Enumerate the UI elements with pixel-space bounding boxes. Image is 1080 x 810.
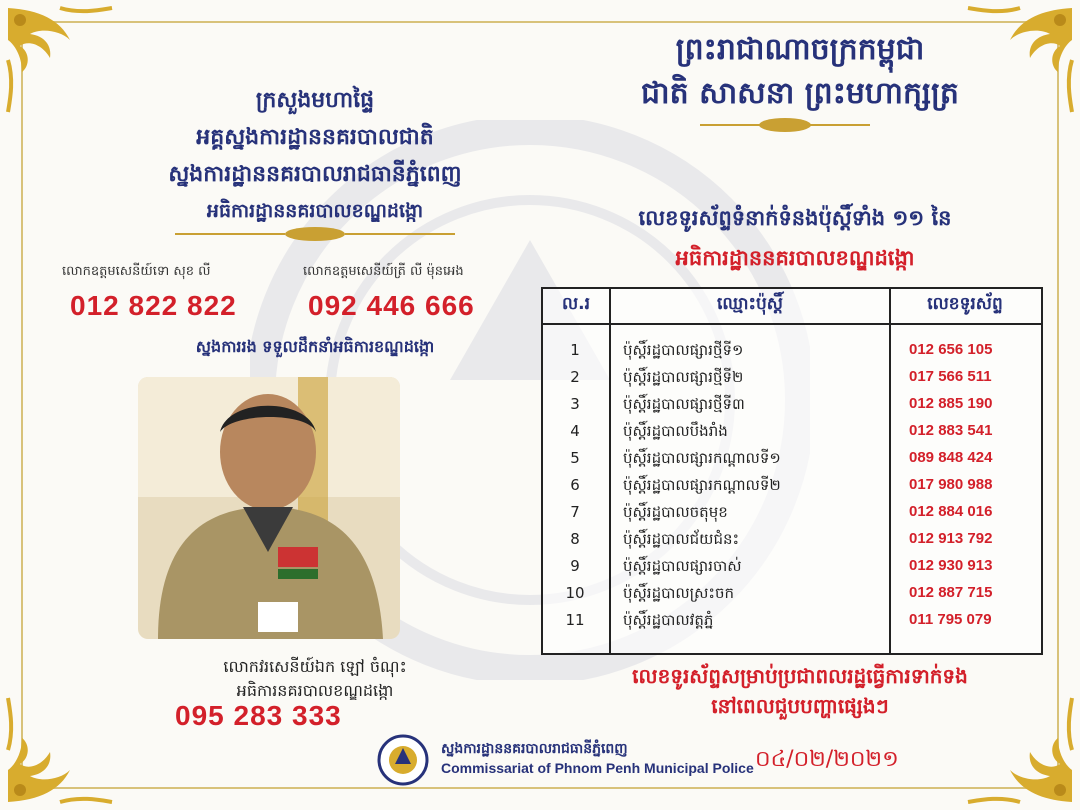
table-row	[543, 341, 1041, 368]
row-number: 2	[570, 368, 580, 386]
post-name: ប៉ុស្តិ៍រដ្ឋបាលចតុមុខ	[623, 503, 728, 521]
row-number: 7	[570, 503, 580, 521]
officer-title: អធិការនគរបាលខណ្ឌដង្កោ	[236, 681, 394, 700]
divider-ornament-icon	[700, 115, 870, 135]
table-row	[543, 476, 1041, 503]
table-header-name: ឈ្មោះប៉ុស្តិ៍	[717, 294, 783, 314]
post-name: ប៉ុស្តិ៍រដ្ឋបាលផ្សារថ្មីទី២	[623, 368, 744, 386]
posts-table	[541, 287, 1043, 655]
post-name: ប៉ុស្តិ៍រដ្ឋបាលបឹងរាំង	[623, 422, 728, 440]
row-number: 3	[570, 395, 580, 413]
table-row	[543, 557, 1041, 584]
kingdom-line-1: ព្រះរាជាណាចក្រកម្ពុជា	[675, 32, 925, 67]
row-number: 6	[570, 476, 580, 494]
commissioner-text: ស្នងការរង ទទួលដឹកនាំអធិការខណ្ឌដង្កោ	[195, 337, 435, 356]
officer-number[interactable]: 095 283 333	[175, 700, 342, 731]
post-name: ប៉ុស្តិ៍រដ្ឋបាលផ្សារថ្មីទី៣	[623, 395, 745, 413]
table-row	[543, 611, 1041, 638]
table-row	[543, 449, 1041, 476]
post-phone[interactable]: 012 885 190	[909, 395, 993, 412]
ministry-header	[90, 82, 540, 230]
post-phone[interactable]: 012 930 913	[909, 557, 993, 574]
table-header-no: ល.រ	[561, 294, 591, 314]
police-logo-icon	[377, 734, 429, 786]
post-phone[interactable]: 012 883 541	[909, 422, 993, 439]
post-phone[interactable]: 011 795 079	[909, 611, 992, 628]
post-name: ប៉ុស្តិ៍រដ្ឋបាលផ្សារថ្មីទី១	[623, 341, 744, 359]
row-number: 1	[570, 341, 580, 359]
footer-org-en: Commissariat of Phnom Penh Municipal Police	[441, 760, 754, 776]
table-row	[543, 584, 1041, 611]
divider-ornament-icon	[175, 224, 455, 244]
left-contact-label: លោកឧត្តមសេនីយ៍ទោ សុខ លី	[62, 264, 211, 279]
post-phone[interactable]: 089 848 424	[909, 449, 993, 466]
footer-org-kh: ស្នងការដ្ឋាននគរបាលរាជធានីភ្នំពេញ	[441, 741, 628, 757]
post-name: ប៉ុស្តិ៍រដ្ឋបាលផ្សារចាស់	[623, 557, 742, 575]
table-header-phone: លេខទូរស័ព្ទ	[927, 294, 1003, 314]
row-number: 5	[570, 449, 580, 467]
post-name: ប៉ុស្តិ៍រដ្ឋបាលផ្សារកណ្ដាលទី១	[623, 449, 781, 467]
officer-name: លោកវរសេនីយ៍ឯក ឡៅ ចំណុះ	[223, 657, 407, 676]
post-phone[interactable]: 012 913 792	[909, 530, 993, 547]
post-phone[interactable]: 017 980 988	[909, 476, 993, 493]
post-phone[interactable]: 012 656 105	[909, 341, 993, 358]
ministry-line-4: អធិការដ្ឋាននគរបាលខណ្ឌដង្កោ	[206, 200, 424, 222]
left-contact-number[interactable]: 012 822 822	[70, 290, 237, 321]
row-number: 11	[565, 611, 585, 629]
table-row	[543, 395, 1041, 422]
row-number: 4	[570, 422, 580, 440]
right-contact-number[interactable]: 092 446 666	[308, 290, 475, 321]
table-row	[543, 368, 1041, 395]
date: ០៤/០២/២០២១	[755, 747, 899, 772]
bottom-message-line-1: លេខទូរស័ព្ទសម្រាប់ប្រជាពលរដ្ឋធ្វើការទាក់ទង	[632, 664, 968, 688]
kingdom-header	[590, 28, 1010, 116]
row-number: 9	[570, 557, 580, 575]
table-row	[543, 503, 1041, 530]
officer-photo	[138, 377, 400, 639]
post-phone[interactable]: 017 566 511	[909, 368, 992, 385]
ministry-line-1: ក្រសួងមហាផ្ទៃ	[255, 88, 375, 113]
row-number: 10	[565, 584, 585, 602]
table-title-line-2: អធិការដ្ឋាននគរបាលខណ្ឌដង្កោ	[675, 246, 915, 270]
table-row	[543, 422, 1041, 449]
post-name: ប៉ុស្តិ៍រដ្ឋបាលវត្តភ្នំ	[623, 611, 714, 629]
post-phone[interactable]: 012 884 016	[909, 503, 993, 520]
row-number: 8	[570, 530, 580, 548]
post-phone[interactable]: 012 887 715	[909, 584, 993, 601]
ornament-corner-icon	[0, 690, 120, 810]
right-contact-label: លោកឧត្តមសេនីយ៍ត្រី លី ម៉ុនអេង	[303, 264, 464, 279]
table-title-line-1: លេខទូរស័ព្ទទំនាក់ទំនងប៉ុស្តិ៍ទាំង ១១ នៃ	[638, 206, 952, 230]
post-name: ប៉ុស្តិ៍រដ្ឋបាលជ័យជំនះ	[623, 530, 740, 548]
bottom-message	[545, 661, 1055, 721]
kingdom-line-2: ជាតិ សាសនា ព្រះមហាក្សត្រ	[641, 76, 959, 111]
post-name: ប៉ុស្តិ៍រដ្ឋបាលស្រះចក	[623, 584, 735, 602]
ministry-line-3: ស្នងការដ្ឋាននគរបាលរាជធានីភ្នំពេញ	[168, 162, 462, 187]
bottom-message-line-2: នៅពេលជួបបញ្ហាផ្សេងៗ	[711, 694, 889, 718]
ministry-line-2: អគ្គស្នងការដ្ឋាននគរបាលជាតិ	[196, 125, 434, 150]
post-name: ប៉ុស្តិ៍រដ្ឋបាលផ្សារកណ្ដាលទី២	[623, 476, 781, 494]
table-row	[543, 530, 1041, 557]
